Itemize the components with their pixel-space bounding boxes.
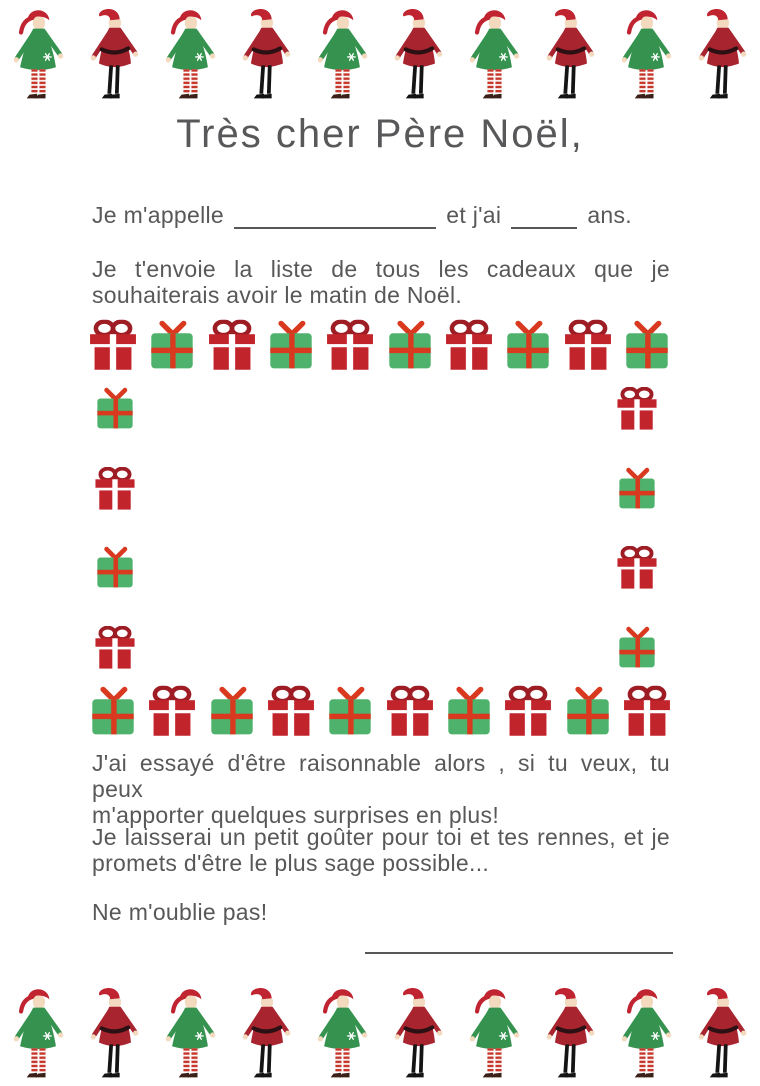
gift-red-icon bbox=[205, 319, 259, 371]
gift-red-icon bbox=[264, 685, 318, 737]
paragraph-line: J'ai essayé d'être raisonnable alors , si tu veux, tu peux bbox=[92, 750, 670, 802]
elf-red-icon bbox=[536, 986, 604, 1084]
name-blank-field bbox=[234, 225, 436, 229]
elf-red-icon bbox=[688, 986, 756, 1084]
gift-green-icon bbox=[620, 319, 674, 371]
gift-red-icon bbox=[442, 319, 496, 371]
gift-green-icon bbox=[92, 386, 138, 431]
paragraph-line: promets d'être le plus sage possible... bbox=[92, 850, 490, 876]
gift-red-icon bbox=[501, 685, 555, 737]
gift-border-right bbox=[614, 386, 660, 670]
gift-red-icon bbox=[383, 685, 437, 737]
gift-red-icon bbox=[620, 685, 674, 737]
paragraph-line: Je laisserai un petit goûter pour toi et tes rennes, et je bbox=[92, 824, 670, 850]
elf-red-icon bbox=[80, 7, 148, 105]
paragraph-line: Je t'envoie la liste de tous les cadeaux que je bbox=[92, 256, 670, 282]
gift-red-icon bbox=[92, 466, 138, 511]
elf-green-icon bbox=[460, 7, 528, 105]
elf-green-icon bbox=[4, 986, 72, 1084]
gouter-paragraph bbox=[92, 824, 670, 876]
gift-red-icon bbox=[323, 319, 377, 371]
bottom-elf-border bbox=[0, 986, 760, 1084]
top-elf-border bbox=[0, 7, 760, 105]
age-blank-field bbox=[511, 225, 577, 229]
elf-green-icon bbox=[308, 7, 376, 105]
elf-green-icon bbox=[308, 986, 376, 1084]
name-line-label-2: et j'ai bbox=[446, 202, 502, 228]
paragraph-line: souhaiterais avoir le matin de Noël. bbox=[92, 282, 463, 308]
gift-red-icon bbox=[92, 625, 138, 670]
gift-green-icon bbox=[264, 319, 318, 371]
elf-green-icon bbox=[4, 7, 72, 105]
paragraph-line: m'apporter quelques surprises en plus! bbox=[92, 802, 500, 828]
elf-red-icon bbox=[688, 7, 756, 105]
gift-green-icon bbox=[614, 625, 660, 670]
elf-red-icon bbox=[384, 7, 452, 105]
gift-red-icon bbox=[614, 545, 660, 590]
gift-green-icon bbox=[561, 685, 615, 737]
gift-green-icon bbox=[205, 685, 259, 737]
elf-green-icon bbox=[612, 7, 680, 105]
name-line-label-1: Je m'appelle bbox=[92, 202, 225, 228]
gift-red-icon bbox=[614, 386, 660, 431]
page-title: Très cher Père Noël, bbox=[176, 112, 584, 156]
elf-red-icon bbox=[536, 7, 604, 105]
name-line bbox=[92, 202, 632, 229]
gift-green-icon bbox=[86, 685, 140, 737]
gift-red-icon bbox=[145, 685, 199, 737]
gift-green-icon bbox=[501, 319, 555, 371]
gift-border-bottom bbox=[86, 685, 674, 737]
surprises-paragraph bbox=[92, 750, 670, 828]
elf-green-icon bbox=[156, 986, 224, 1084]
intro-paragraph bbox=[92, 256, 670, 308]
gift-red-icon bbox=[86, 319, 140, 371]
gift-border-top bbox=[86, 319, 674, 371]
closing-line: Ne m'oublie pas! bbox=[92, 899, 268, 925]
gift-border-left bbox=[92, 386, 138, 670]
gift-red-icon bbox=[561, 319, 615, 371]
wishlist-writing-area bbox=[150, 380, 605, 675]
gift-green-icon bbox=[442, 685, 496, 737]
elf-red-icon bbox=[232, 986, 300, 1084]
elf-green-icon bbox=[460, 986, 528, 1084]
gift-green-icon bbox=[323, 685, 377, 737]
gift-green-icon bbox=[383, 319, 437, 371]
name-line-label-3: ans. bbox=[587, 202, 632, 228]
signature-line bbox=[365, 940, 673, 954]
elf-green-icon bbox=[612, 986, 680, 1084]
elf-red-icon bbox=[384, 986, 452, 1084]
gift-green-icon bbox=[614, 466, 660, 511]
gift-green-icon bbox=[145, 319, 199, 371]
elf-green-icon bbox=[156, 7, 224, 105]
elf-red-icon bbox=[80, 986, 148, 1084]
elf-red-icon bbox=[232, 7, 300, 105]
gift-green-icon bbox=[92, 545, 138, 590]
